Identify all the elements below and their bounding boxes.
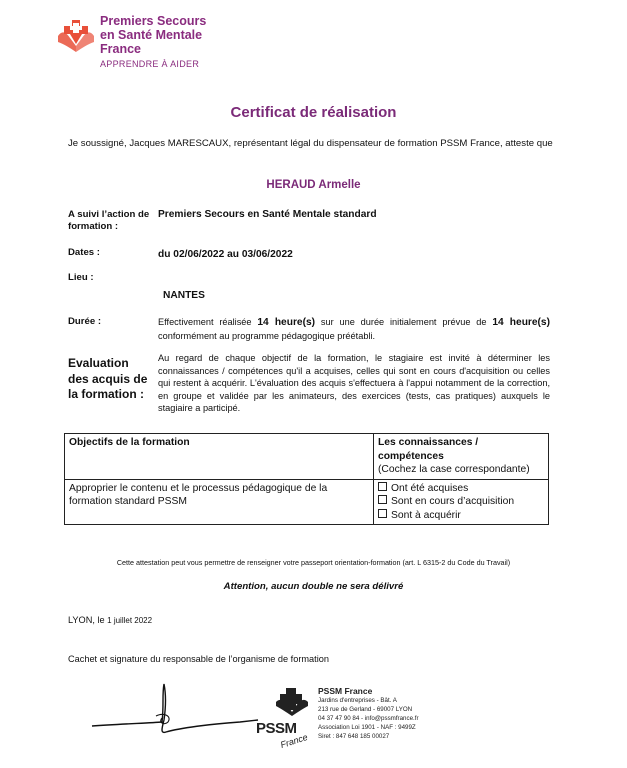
dates-value: du 02/06/2022 au 03/06/2022: [158, 249, 293, 260]
competence-options: [374, 479, 549, 525]
stamp-logo-text: PSSM: [256, 720, 297, 737]
competences-header-title: Les connaissances / compétences: [378, 437, 479, 462]
option-to-acquire[interactable]: Sont à acquérir: [378, 509, 544, 523]
stamp-line: 04 37 47 90 84 - info@pssmfrance.fr: [318, 715, 419, 722]
competences-header-note: (Cochez la case correspondante): [378, 464, 530, 475]
competences-header: [374, 434, 549, 480]
objective-text: Approprier le contenu et le processus pédagogique de la formation standard PSSM: [65, 479, 374, 525]
intro-text: Je soussigné, Jacques MARESCAUX, représentant légal du dispensateur de formation PSSM France, atteste que: [68, 138, 553, 149]
stamp-line: 213 rue de Gerland - 69007 LYON: [318, 706, 413, 713]
trainee-name: HERAUD Armelle: [266, 179, 361, 191]
place-date: LYON, le 1 juillet 2022: [68, 615, 153, 625]
pssm-logo: [56, 14, 246, 74]
duree-label: Durée :: [68, 316, 102, 327]
cachet-label: Cachet et signature du responsable de l’organisme de formation: [68, 654, 329, 664]
no-duplicate-warning: Attention, aucun double ne sera délivré: [223, 581, 404, 592]
objectives-table: [64, 433, 549, 525]
logo-tagline: APPRENDRE À AIDER: [100, 59, 200, 69]
logo-line1: Premiers Secours: [100, 14, 207, 28]
signature: [90, 676, 260, 736]
stamp-line: Siret : 847 648 185 00027: [318, 733, 390, 740]
option-acquired[interactable]: Ont été acquises: [378, 482, 544, 496]
logo-line2: en Santé Mentale: [100, 28, 203, 42]
stamp-logo-subtext: France: [279, 731, 309, 751]
duree-text: Effectivement réalisée 14 heure(s) sur une durée initialement prévue de 14 heure(s) conformément au programme pédagogique préétabli.: [158, 317, 550, 341]
lieu-label: Lieu :: [68, 272, 94, 283]
objectives-header: Objectifs de la formation: [65, 434, 374, 480]
dates-label: Dates :: [68, 247, 100, 258]
lieu-value: NANTES: [163, 290, 205, 301]
passport-note: Cette attestation peut vous permettre de renseigner votre passeport orientation-formation (art. L 6315-2 du Code du Travail): [116, 558, 511, 567]
page-title: Certificat de réalisation: [230, 104, 397, 121]
checkbox-in-progress[interactable]: [378, 495, 387, 504]
hands-cross-icon: [56, 16, 96, 56]
stamp-name: PSSM France: [318, 686, 373, 696]
action-label: A suivi l’action de formation :: [68, 209, 150, 232]
evaluation-text: Au regard de chaque objectif de la formation, le stagiaire est invité à déterminer les connaissances / compétences qu'il a acquises, celles qui sont en cours d'acquisition ou celles qui restent à acquérir. L'évaluation des acquis s'effectuera à l'appui notamment de la correction, en groupe et validée par les animateurs, des exercices (tests, cas pratiques) auxquels le stagiaire a participé.: [158, 353, 550, 413]
stamp-line: Association Loi 1901 - NAF : 9499Z: [318, 724, 416, 731]
checkbox-to-acquire[interactable]: [378, 509, 387, 518]
action-value: Premiers Secours en Santé Mentale standard: [158, 209, 377, 220]
evaluation-label: Evaluation des acquis de la formation :: [68, 356, 148, 401]
logo-line3: France: [100, 42, 141, 56]
checkbox-acquired[interactable]: [378, 482, 387, 491]
stamp-line: Jardins d'entreprises - Bât. A: [318, 697, 397, 704]
option-in-progress[interactable]: Sont en cours d’acquisition: [378, 495, 544, 509]
company-stamp: [256, 686, 462, 756]
